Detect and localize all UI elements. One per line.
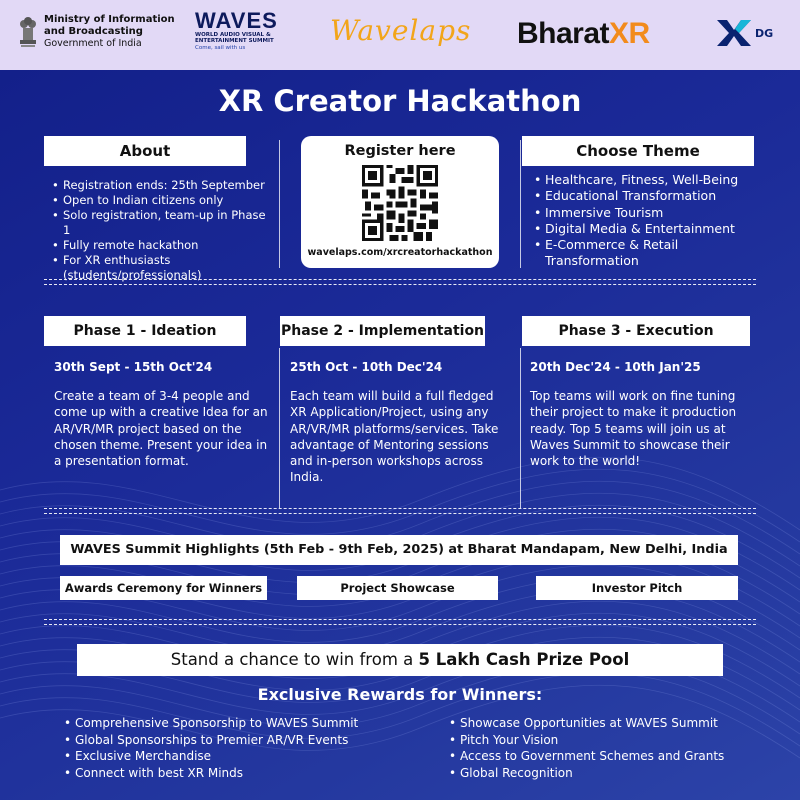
phase-3-heading: Phase 3 - Execution: [522, 316, 750, 346]
column-divider: [279, 140, 280, 268]
wavelaps-logo: Wavelaps: [330, 14, 472, 47]
xrdg-logo-text: DG: [755, 26, 774, 40]
ministry-logo: [18, 14, 175, 50]
phase-1-description: Create a team of 3-4 people and come up with a creative Idea for an AR/VR/MR project based on the chosen theme. Present your idea in a presentation format.: [54, 389, 268, 469]
highlight-project-showcase: Project Showcase: [297, 576, 498, 600]
xrdg-logo: [715, 18, 773, 48]
section-divider: [44, 279, 756, 285]
list-item: • Exclusive Merchandise: [60, 748, 430, 765]
column-divider: [279, 348, 280, 508]
list-item: • Global Sponsorships to Premier AR/VR Events: [60, 732, 430, 749]
list-item: • Educational Transformation: [530, 188, 765, 204]
list-item: • Registration ends: 25th September: [48, 178, 273, 193]
section-divider: [44, 508, 756, 514]
highlight-awards: Awards Ceremony for Winners: [60, 576, 267, 600]
highlight-investor-pitch: Investor Pitch: [536, 576, 738, 600]
list-item: • Open to Indian citizens only: [48, 193, 273, 208]
ministry-line-3: Government of India: [44, 38, 142, 49]
list-item: • Digital Media & Entertainment: [530, 221, 765, 237]
phase-2-heading: Phase 2 - Implementation: [280, 316, 485, 346]
ministry-line-1: Ministry of Information: [44, 14, 175, 25]
phase-3-description: Top teams will work on fine tuning their project to make it production ready. Top 5 teams will join us at Waves Summit to showcase their work to the world!: [530, 389, 737, 469]
summit-headline: WAVES Summit Highlights (5th Feb - 9th Feb, 2025) at Bharat Mandapam, New Delhi, India: [60, 535, 738, 565]
list-item: • Fully remote hackathon: [48, 238, 273, 253]
list-item: • Comprehensive Sponsorship to WAVES Summit: [60, 715, 430, 732]
theme-list: [530, 172, 765, 270]
register-card[interactable]: [301, 136, 499, 268]
column-divider: [520, 140, 521, 268]
rewards-title: Exclusive Rewards for Winners:: [257, 685, 543, 704]
register-title: Register here: [344, 143, 456, 159]
rewards-list-left: [60, 715, 430, 781]
prize-prefix: Stand a chance to win from a: [170, 650, 419, 669]
bharat-logo-text: Bharat: [517, 17, 610, 50]
rewards-list-right: [445, 715, 775, 781]
about-list: [48, 178, 273, 283]
list-item: • Solo registration, team-up in Phase 1: [48, 208, 273, 238]
phase-1-date: 30th Sept - 15th Oct'24: [54, 360, 213, 374]
waves-logo-tagline: Come, sail with us: [195, 45, 246, 51]
theme-heading: Choose Theme: [522, 136, 754, 166]
list-item: • E-Commerce & Retail Transformation: [530, 237, 765, 270]
page-title: XR Creator Hackathon: [218, 84, 582, 118]
qr-code-icon[interactable]: [362, 165, 438, 241]
list-item: • Connect with best XR Minds: [60, 765, 430, 782]
register-url-link[interactable]: wavelaps.com/xrcreatorhackathon: [307, 247, 493, 258]
prize-amount: 5 Lakh Cash Prize Pool: [418, 650, 630, 669]
column-divider: [520, 348, 521, 508]
phase-2-description: Each team will build a full fledged XR Application/Project, using any AR/VR/MR platforms/services. Take advantage of Mentoring sessions and in-person workshops across India.: [290, 389, 499, 485]
bharat-xr-logo: [517, 17, 650, 51]
national-emblem-icon: [18, 14, 38, 50]
waves-logo-subtitle: WORLD AUDIO VISUAL & ENTERTAINMENT SUMMIT: [195, 32, 274, 44]
phase-2-date: 25th Oct - 10th Dec'24: [290, 360, 443, 374]
list-item: • Healthcare, Fitness, Well-Being: [530, 172, 765, 188]
xr-mark-icon: [715, 18, 753, 48]
list-item: • Immersive Tourism: [530, 205, 765, 221]
list-item: • For XR enthusiasts (students/professionals): [48, 253, 273, 283]
phase-3-date: 20th Dec'24 - 10th Jan'25: [530, 360, 701, 374]
waves-logo-title: WAVES: [195, 8, 278, 33]
list-item: • Global Recognition: [445, 765, 775, 782]
section-divider: [44, 619, 756, 625]
ministry-line-2: and Broadcasting: [44, 26, 143, 37]
list-item: • Access to Government Schemes and Grants: [445, 748, 775, 765]
list-item: • Pitch Your Vision: [445, 732, 775, 749]
phase-1-heading: Phase 1 - Ideation: [44, 316, 246, 346]
about-heading: About: [44, 136, 246, 166]
bharat-logo-xr: XR: [609, 17, 650, 50]
waves-logo: [195, 10, 290, 51]
list-item: • Showcase Opportunities at WAVES Summit: [445, 715, 775, 732]
prize-banner: [77, 644, 723, 676]
